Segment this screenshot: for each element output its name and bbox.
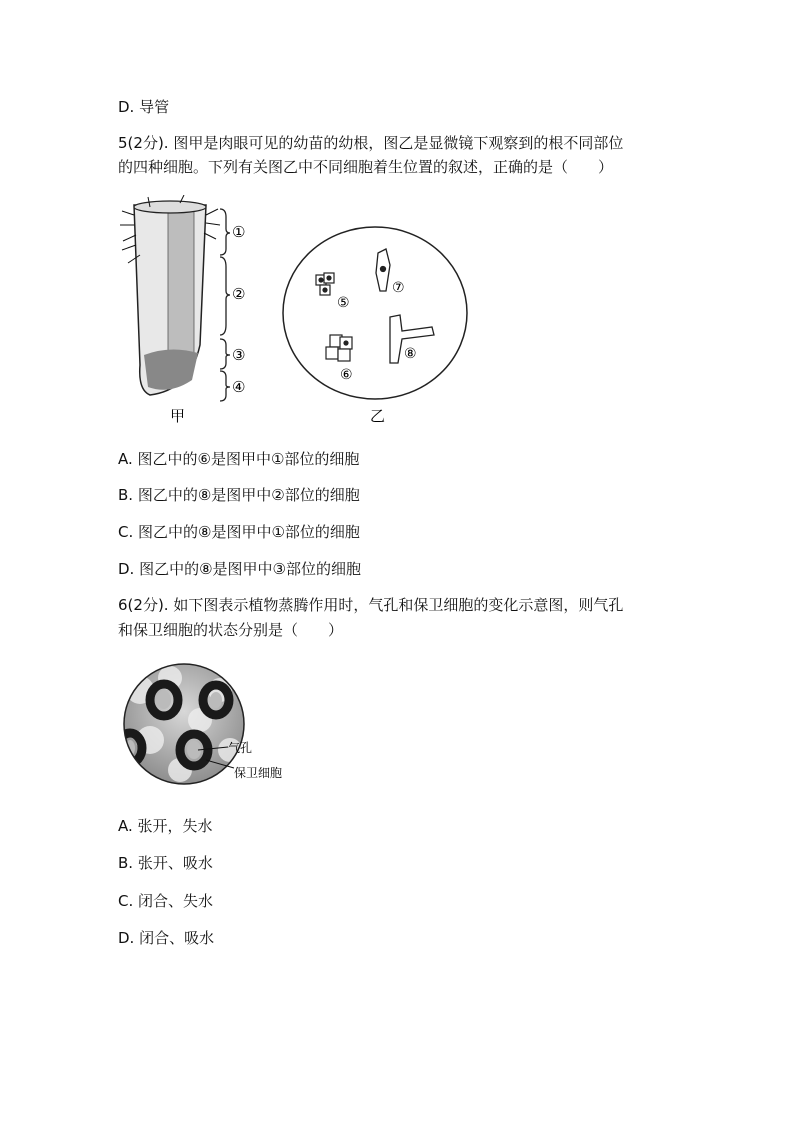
zone-label-3: ③: [232, 346, 246, 364]
q5-option-c: C. 图乙中的⑧是图甲中①部位的细胞: [118, 523, 360, 541]
root-diagram: [120, 195, 220, 395]
q5-figure: [120, 195, 470, 425]
cell-label-7: ⑦: [392, 280, 405, 296]
q5-option-d: D. 图乙中的⑧是图甲中③部位的细胞: [118, 560, 361, 578]
microscope-view-circle: [283, 227, 467, 399]
label-guard-cell: 保卫细胞: [234, 766, 283, 780]
cell-label-5: ⑤: [337, 295, 350, 311]
q6-stem-line2: 和保卫细胞的状态分别是（ ）: [118, 621, 344, 639]
q6-option-b: B. 张开、吸水: [118, 854, 213, 872]
q5-option-a: A. 图乙中的⑥是图甲中①部位的细胞: [118, 450, 360, 468]
cell-label-8: ⑧: [404, 346, 417, 362]
q6-option-a: A. 张开，失水: [118, 817, 213, 835]
q4-option-d: D. 导管: [118, 98, 170, 116]
zone-label-2: ②: [232, 285, 246, 303]
q5-stem-line2: 的四种细胞。下列有关图乙中不同细胞着生位置的叙述，正确的是（ ）: [118, 158, 614, 176]
cell-label-6: ⑥: [340, 367, 353, 383]
zone-label-4: ④: [232, 378, 246, 396]
label-jia: 甲: [170, 407, 186, 425]
q5-stem-line1: 5(2分). 图甲是肉眼可见的幼苗的幼根，图乙是显微镜下观察到的根不同部位: [118, 134, 624, 152]
q6-option-d: D. 闭合、吸水: [118, 929, 215, 947]
q5-option-b: B. 图乙中的⑧是图甲中②部位的细胞: [118, 486, 360, 504]
q6-option-c: C. 闭合、失水: [118, 892, 214, 910]
label-yi: 乙: [370, 407, 386, 425]
q6-stem-line1: 6(2分). 如下图表示植物蒸腾作用时，气孔和保卫细胞的变化示意图，则气孔: [118, 596, 624, 614]
q6-stoma-figure: [120, 660, 310, 788]
label-stoma: 气孔: [228, 741, 253, 755]
zone-label-1: ①: [232, 223, 246, 241]
